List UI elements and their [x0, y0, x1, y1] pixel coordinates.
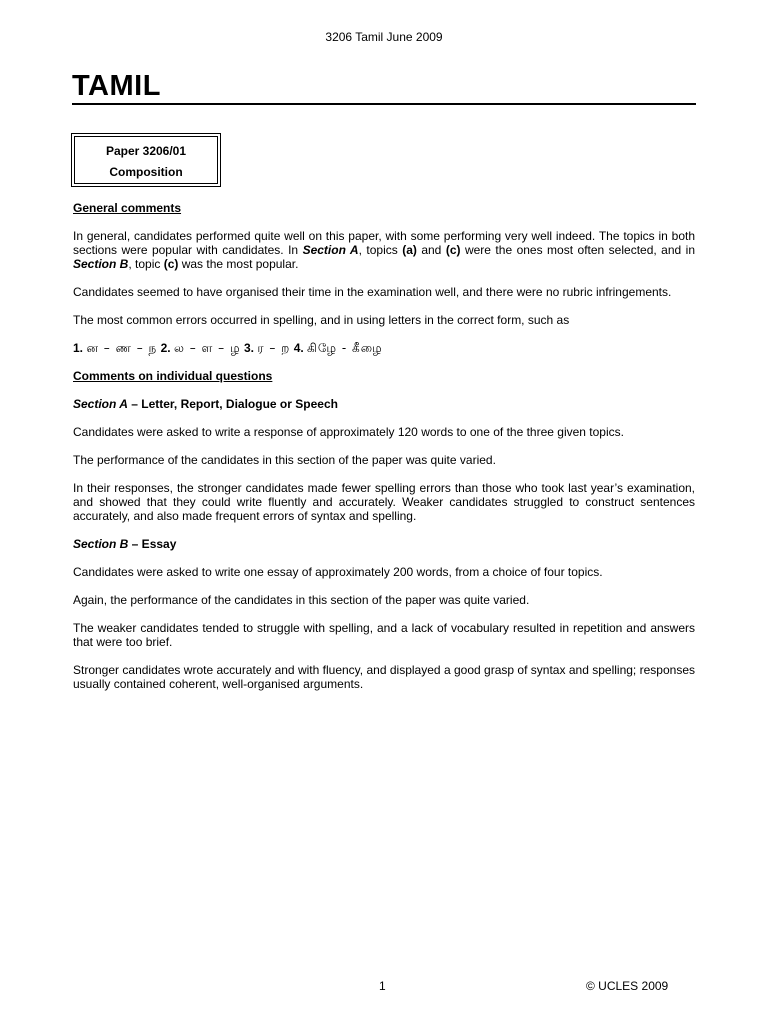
section-a-heading: Section A – Letter, Report, Dialogue or Speech: [73, 397, 338, 411]
page-number: 1: [379, 979, 386, 993]
section-a-ref: Section A: [302, 243, 359, 257]
error-example-3: ர – ற: [257, 341, 291, 355]
topic-a-ref: (a): [402, 243, 417, 257]
paper-box-inner: [74, 136, 218, 184]
individual-comments-heading: Comments on individual questions: [73, 369, 273, 383]
error-example-1: ன – ண – ந: [86, 341, 158, 355]
error-example-2: ல – ள – ழ: [173, 341, 241, 355]
report-body: [73, 201, 695, 705]
section-b-paragraph: The weaker candidates tended to struggle with spelling, and a lack of vocabulary resulted in repetition and answers that were too brief.: [73, 621, 695, 649]
section-a-paragraph: The performance of the candidates in this section of the paper was quite varied.: [73, 453, 496, 467]
topic-c-ref: (c): [445, 243, 461, 257]
general-comments-heading: General comments: [73, 201, 182, 215]
error-examples: [73, 341, 695, 355]
section-b-ref: Section B: [73, 257, 129, 271]
section-b-paragraph: Again, the performance of the candidates in this section of the paper was quite varied.: [73, 593, 530, 607]
copyright-notice: © UCLES 2009: [586, 979, 669, 993]
general-paragraph-3: The most common errors occurred in spelling, and in using letters in the correct form, such as: [73, 313, 570, 327]
general-paragraph-2: Candidates seemed to have organised their time in the examination well, and there were no rubric infringements.: [73, 285, 672, 299]
topic-c-ref-2: (c): [163, 257, 179, 271]
error-number-1: 1.: [73, 341, 84, 355]
title-rule: [72, 103, 696, 105]
section-b-paragraph: Candidates were asked to write one essay of approximately 200 words, from a choice of four topics.: [73, 565, 603, 579]
section-b-paragraph: Stronger candidates wrote accurately and with fluency, and displayed a good grasp of syntax and spelling; responses usually contained coherent, well-organised arguments.: [73, 663, 695, 691]
error-number-2: 2.: [160, 341, 171, 355]
error-example-4: கிழே - கீழை: [307, 341, 383, 355]
running-header: 3206 Tamil June 2009: [325, 30, 443, 44]
paper-box: [71, 133, 221, 187]
section-b-heading: Section B – Essay: [73, 537, 177, 551]
error-number-4: 4.: [293, 341, 304, 355]
document-title: TAMIL: [72, 70, 161, 102]
general-paragraph-1: In general, candidates performed quite well on this paper, with some performing very well indeed. The topics in both sections were popular with candidates. In Section A, topics (a) and (c) were the ones most often selected, and in Section B, topic (c) was the most popular.: [73, 229, 695, 271]
paper-number: Paper 3206/01: [105, 144, 187, 158]
paper-subject: Composition: [109, 165, 183, 179]
section-a-paragraph: Candidates were asked to write a response of approximately 120 words to one of the three given topics.: [73, 425, 624, 439]
error-number-3: 3.: [243, 341, 254, 355]
section-a-paragraph: In their responses, the stronger candidates made fewer spelling errors than those who took last year’s examination, and showed that they could write fluently and accurately. Weaker candidates struggled to construct sentences accurately, and also made frequent errors of syntax and spelling.: [73, 481, 695, 523]
